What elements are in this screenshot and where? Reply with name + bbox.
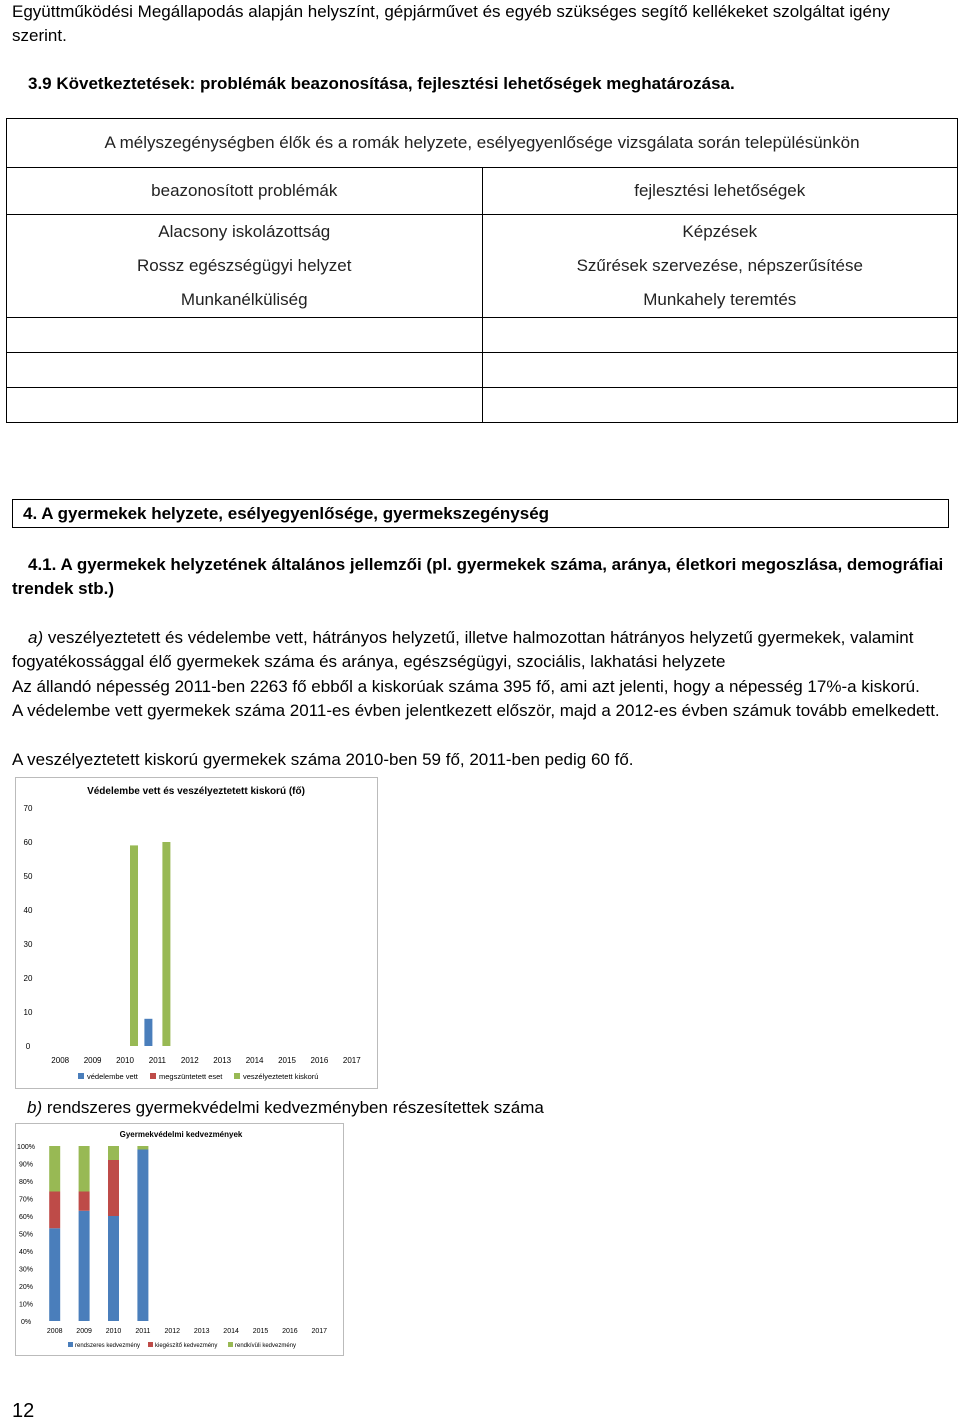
paragraph-b-text: rendszeres gyermekvédelmi kedvezményben részesítettek száma [46, 1098, 544, 1117]
table-row-empty [7, 388, 958, 423]
development-cell: Munkahely teremtés [482, 283, 958, 318]
chart-title: Védelembe vett és veszélyeztetett kiskorú (fő) [87, 786, 305, 797]
conclusions-table [6, 118, 958, 423]
x-tick-label: 2011 [148, 1056, 167, 1065]
bar-2 [162, 842, 170, 1046]
stack-segment-1 [108, 1160, 119, 1216]
development-cell: Képzések [482, 215, 958, 250]
x-tick-label: 2012 [164, 1328, 181, 1335]
table-row-empty [7, 353, 958, 388]
chart-child-protection-benefits [15, 1123, 344, 1356]
x-tick-label: 2016 [282, 1328, 298, 1335]
y-tick-label: 10 [23, 1008, 33, 1017]
x-tick-label: 2016 [310, 1056, 329, 1065]
y-tick-label: 70% [18, 1196, 34, 1204]
stack-segment-0 [108, 1216, 119, 1321]
bar-0 [144, 1019, 152, 1046]
col-header-developments: fejlesztési lehetőségek [482, 168, 958, 215]
legend-swatch [228, 1342, 233, 1347]
y-tick-label: 20 [23, 974, 33, 983]
section-4-title: 4. A gyermekek helyzete, esélyegyenlősége, gyermekszegénység [12, 499, 949, 528]
paragraph-endangered: A veszélyeztetett kiskorú gyermekek száma 2010-ben 59 fő, 2011-ben pedig 60 fő. [12, 750, 634, 769]
legend-swatch [150, 1073, 156, 1079]
y-tick-label: 50% [18, 1231, 34, 1239]
paragraph-a-label: a) [28, 628, 44, 647]
problem-cell: Munkanélküliség [7, 283, 483, 318]
development-cell: Szűrések szervezése, népszerűsítése [482, 249, 958, 283]
col-header-problems: beazonosított problémák [7, 168, 483, 215]
x-tick-label: 2011 [135, 1328, 151, 1335]
y-tick-label: 70 [23, 804, 33, 813]
x-tick-label: 2013 [213, 1056, 232, 1065]
x-tick-label: 2008 [46, 1328, 63, 1335]
paragraph-a [12, 626, 952, 674]
y-tick-label: 90% [18, 1161, 34, 1169]
section-4-1-title: 4.1. A gyermekek helyzetének általános jellemzői (pl. gyermekek száma, aránya, életkori megoszlása, demográfiai trendek stb.) [12, 555, 944, 598]
problem-cell: Alacsony iskolázottság [7, 215, 483, 250]
problem-cell: Rossz egészségügyi helyzet [7, 249, 483, 283]
legend-label: veszélyeztetett kiskorú [243, 1072, 319, 1081]
legend-label: kiegészítő kedvezmény [155, 1343, 218, 1349]
stack-segment-0 [79, 1211, 90, 1321]
stack-segment-2 [137, 1146, 148, 1150]
x-tick-label: 2017 [311, 1328, 328, 1335]
paragraph-b-label: b) [27, 1098, 43, 1117]
x-tick-label: 2008 [51, 1056, 70, 1065]
x-tick-label: 2009 [83, 1056, 102, 1065]
legend-swatch [78, 1073, 84, 1079]
table-row [7, 215, 958, 250]
legend-label: rendszeres kedvezmény [75, 1343, 141, 1349]
legend-label: megszüntetett eset [159, 1072, 223, 1081]
paragraph-b [27, 1096, 927, 1120]
legend-swatch [68, 1342, 73, 1347]
legend-swatch [234, 1073, 240, 1079]
x-tick-label: 2012 [180, 1056, 199, 1065]
chart-title: Gyermekvédelmi kedvezmények [119, 1130, 243, 1139]
x-tick-label: 2010 [116, 1056, 134, 1065]
chart-protected-endangered [15, 777, 378, 1089]
stack-segment-1 [79, 1192, 90, 1211]
table-row-empty [7, 318, 958, 353]
stack-segment-0 [49, 1228, 60, 1321]
chart-2-svg [16, 1124, 342, 1354]
table-caption: A mélyszegénységben élők és a romák helyzete, esélyegyenlősége vizsgálata során településünkön [7, 119, 958, 168]
x-tick-label: 2014 [245, 1056, 264, 1065]
paragraph-a-text: veszélyeztetett és védelembe vett, hátrányos helyzetű, illetve halmozottan hátrányos helyzetű gyermekek, valamint fogyatékossággal élő gyermekek száma és aránya, egészségügyi, szociális, lakhatási helyzete [12, 628, 914, 671]
y-tick-label: 0 [25, 1042, 31, 1051]
y-tick-label: 60% [18, 1214, 34, 1221]
paragraph-population: Az állandó népesség 2011-ben 2263 fő ebből a kiskorúak száma 395 fő, ami azt jelenti, hogy a népesség 17%-a kiskorú. [12, 677, 920, 696]
y-tick-label: 100% [17, 1144, 35, 1151]
legend-label: védelembe vett [87, 1072, 138, 1081]
y-tick-label: 40 [23, 906, 33, 915]
table-row [7, 283, 958, 318]
table-row [7, 249, 958, 283]
legend-swatch [148, 1342, 153, 1347]
y-tick-label: 40% [18, 1249, 34, 1256]
stack-segment-2 [79, 1146, 90, 1192]
y-tick-label: 80% [18, 1179, 34, 1186]
legend-label: rendkívüli kedvezmény [235, 1343, 297, 1349]
stack-segment-0 [137, 1150, 148, 1322]
x-tick-label: 2014 [223, 1328, 239, 1335]
stack-segment-1 [49, 1192, 60, 1229]
bar-2 [130, 845, 138, 1046]
y-tick-label: 10% [18, 1301, 34, 1309]
stack-segment-2 [49, 1146, 60, 1192]
y-tick-label: 20% [18, 1284, 34, 1291]
x-tick-label: 2010 [105, 1328, 122, 1335]
page-number: 12 [12, 1400, 35, 1422]
x-tick-label: 2013 [193, 1328, 210, 1335]
stack-segment-2 [108, 1146, 119, 1160]
section-3-9-title: 3.9 Következtetések: problémák beazonosítása, fejlesztési lehetőségek meghatározása. [28, 74, 735, 93]
y-tick-label: 50 [23, 872, 33, 881]
x-tick-label: 2015 [278, 1056, 296, 1065]
paragraph-protected: A védelembe vett gyermekek száma 2011-es évben jelentkezett először, majd a 2012-es évben számuk tovább emelkedett. [12, 701, 940, 720]
y-tick-label: 60 [23, 838, 33, 847]
y-tick-label: 0% [20, 1319, 32, 1326]
x-tick-label: 2015 [252, 1328, 269, 1335]
y-tick-label: 30% [18, 1266, 34, 1274]
x-tick-label: 2017 [342, 1056, 361, 1065]
x-tick-label: 2009 [76, 1328, 92, 1335]
y-tick-label: 30 [23, 940, 33, 949]
chart-1-svg [16, 778, 376, 1087]
intro-paragraph: Együttműködési Megállapodás alapján helyszínt, gépjárművet és egyéb szükséges segítő kellékeket szolgáltat igény szerint. [12, 2, 890, 45]
